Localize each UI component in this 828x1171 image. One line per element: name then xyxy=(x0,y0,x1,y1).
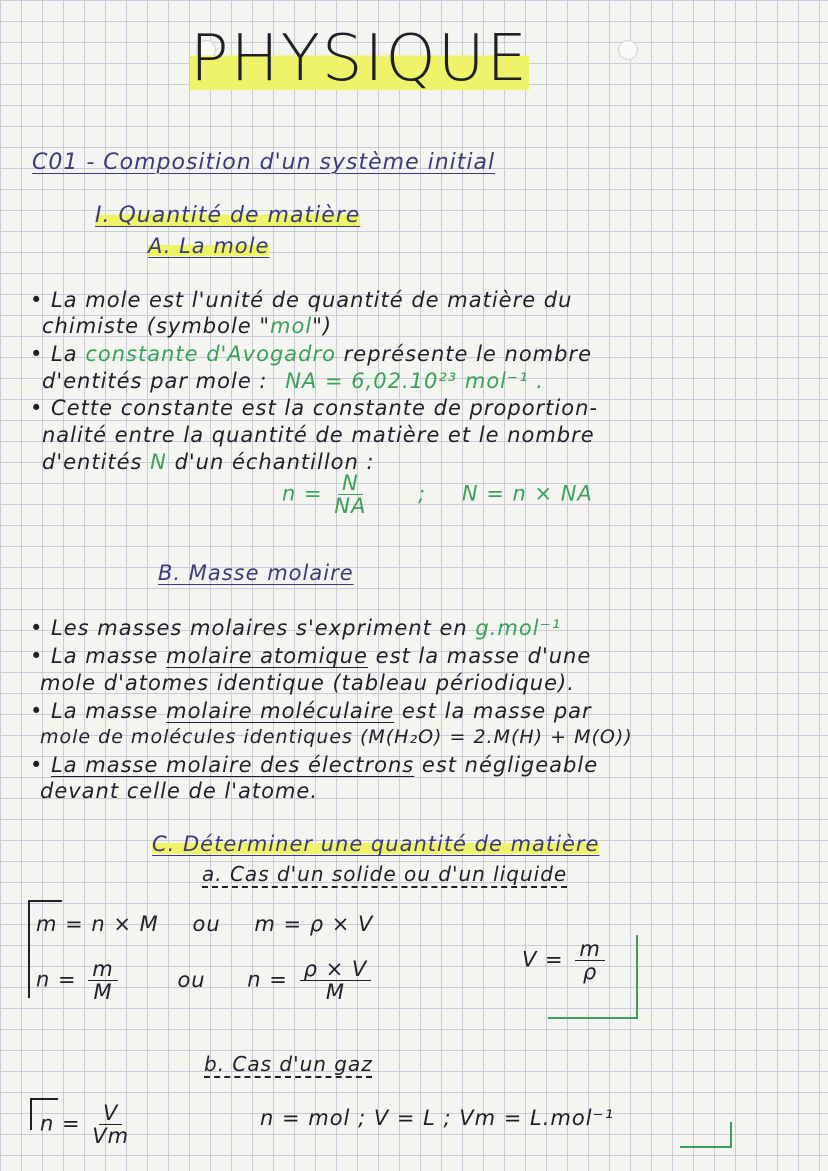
volume-box-right xyxy=(636,935,638,1019)
mole-bullet-1: • La mole est l'unité de quantité de matière du xyxy=(30,288,573,312)
formula-n-m-M: n = $\frac{m}{M}$ ou n = $\frac{\rho \times V}{M}$ xyxy=(36,958,375,1003)
page-title: PHYSIQUE xyxy=(190,22,529,96)
chapter-title: C01 - Composition d'un système initial xyxy=(32,150,496,175)
gas-units-box-bottom xyxy=(680,1146,732,1148)
formula-V-m-rho: V = $\frac{m}{\rho}$ xyxy=(522,938,609,983)
gas-box-left xyxy=(30,1098,32,1130)
avogadro-value: NA = 6,02.10²³ mol⁻¹ . xyxy=(285,369,544,393)
formula-n-N-NA: n = $\frac{N}{NA}$ ; N = n × NA xyxy=(282,471,593,518)
mol-symbol: mol xyxy=(270,314,313,338)
section-heading-quantite: I. Quantité de matière xyxy=(95,203,361,228)
proportion-bullet-l3: d'entités N d'un échantillon : xyxy=(42,450,375,474)
masse-bullet-1: • Les masses molaires s'expriment en g.mol⁻¹ xyxy=(30,616,562,640)
gas-box-top xyxy=(30,1098,58,1100)
gas-units-box-right xyxy=(730,1122,732,1148)
masse-bullet-4-cont: devant celle de l'atome. xyxy=(40,779,319,803)
unit-g-mol: g.mol⁻¹ xyxy=(475,616,562,640)
solid-liquid-formula-box xyxy=(28,900,30,998)
gas-units: n = mol ; V = L ; Vm = L.mol⁻¹ xyxy=(260,1106,615,1130)
masse-bullet-3: • La masse molaire moléculaire est la masse par xyxy=(30,699,592,723)
proportion-bullet-l2: nalité entre la quantité de matière et le nombre xyxy=(42,423,595,447)
avogadro-bullet-cont: d'entités par mole : NA = 6,02.10²³ mol⁻¹ . xyxy=(42,369,544,393)
masse-bullet-2: • La masse molaire atomique est la masse d'une xyxy=(30,644,592,668)
case-gas-heading: b. Cas d'un gaz xyxy=(204,1052,373,1076)
solid-liquid-box-top xyxy=(28,900,62,902)
binder-hole-right xyxy=(618,40,638,60)
masse-bullet-2-cont: mole d'atomes identique (tableau périodique). xyxy=(40,671,575,695)
mole-bullet-1-cont: chimiste (symbole "mol") xyxy=(42,314,333,338)
avogadro-bullet: • La constante d'Avogadro représente le nombre xyxy=(30,342,593,366)
proportion-bullet-l1: • Cette constante est la constante de proportion- xyxy=(30,396,598,420)
volume-box-bottom xyxy=(548,1017,638,1019)
masse-bullet-3-cont: mole de molécules identiques (M(H₂O) = 2.M(H) + M(O)) xyxy=(40,726,633,748)
subsection-heading-mole: A. La mole xyxy=(148,234,270,258)
subsection-heading-determiner: C. Déterminer une quantité de matière xyxy=(152,832,600,856)
formula-n-V-Vm: n = $\frac{V}{Vm}$ xyxy=(40,1101,130,1148)
formula-m-nM: m = n × M ou m = ρ × V xyxy=(36,912,374,936)
masse-bullet-4: • La masse molaire des électrons est négligeable xyxy=(30,753,599,777)
avogadro-term: constante d'Avogadro xyxy=(85,342,336,366)
case-solid-liquid-heading: a. Cas d'un solide ou d'un liquide xyxy=(202,862,568,886)
subsection-heading-masse-molaire: B. Masse molaire xyxy=(158,561,354,585)
